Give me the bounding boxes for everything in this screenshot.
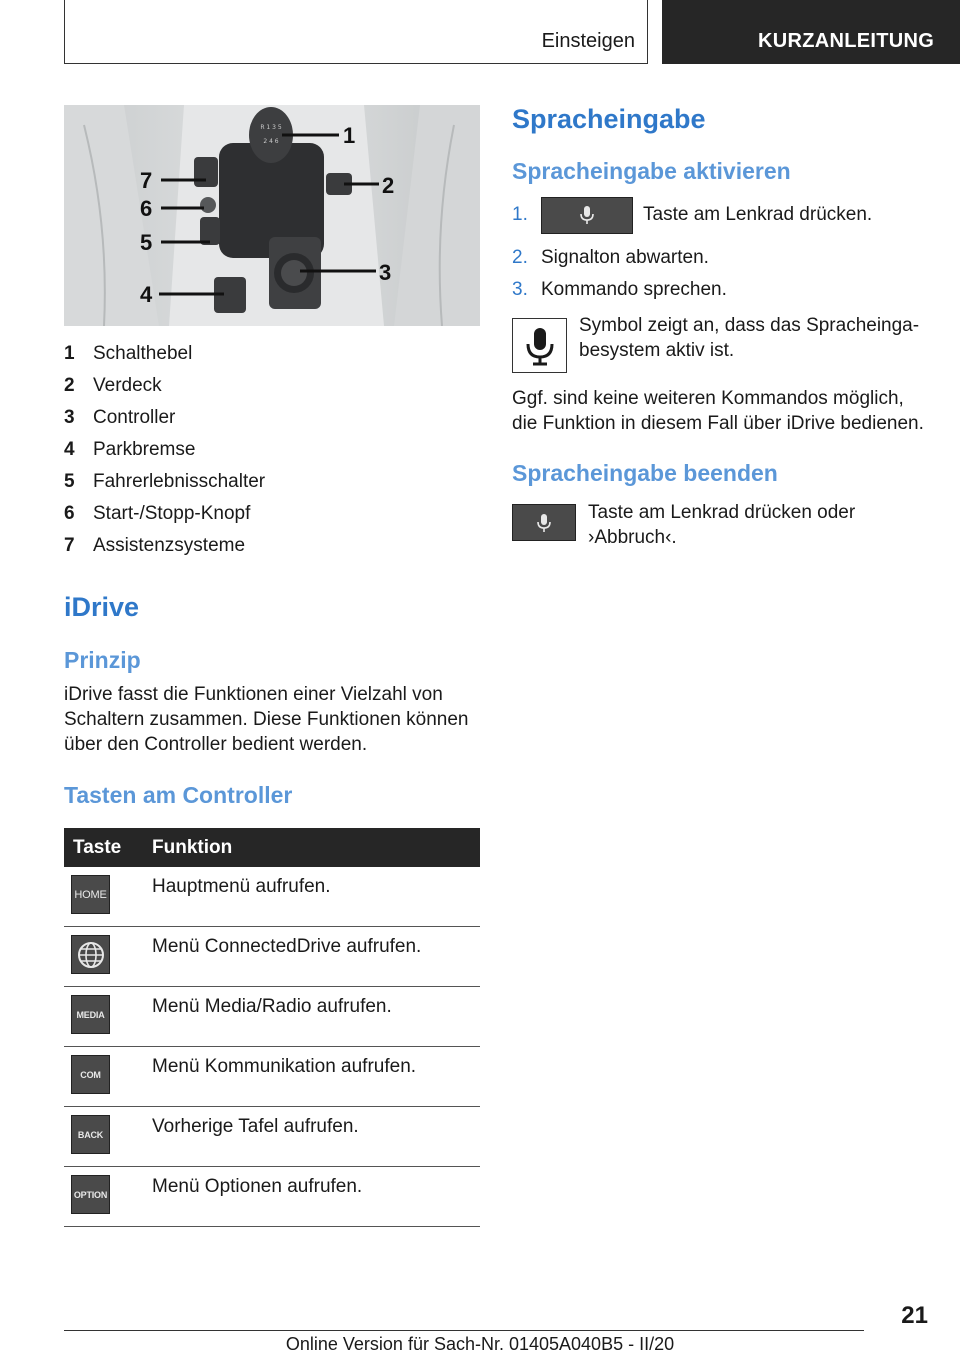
connected-drive-globe-icon — [71, 935, 110, 974]
legend-number: 5 — [64, 471, 75, 492]
legend-item — [64, 402, 480, 434]
header-guide-tab — [662, 0, 960, 64]
principle-line: Schaltern zusammen. Diese Funktionen können — [64, 709, 469, 730]
idrive-heading: iDrive — [64, 592, 140, 622]
steering-wheel-voice-button-icon — [541, 197, 633, 234]
footer-version-text: Online Version für Sach-Nr. 01405A040B5 - II/20 — [285, 1334, 675, 1354]
principle-line: über den Controller bedient werden. — [64, 734, 368, 755]
step-item — [512, 245, 709, 271]
voice-end-line: Taste am Lenkrad drücken oder — [588, 502, 856, 523]
step-number: 3. — [512, 279, 528, 300]
table-row — [64, 1047, 480, 1107]
table-row — [64, 1107, 480, 1167]
step-item — [512, 277, 727, 303]
table-cell-function: Hauptmenü aufrufen. — [152, 876, 331, 897]
back-button-icon: BACK — [71, 1115, 110, 1154]
svg-text:2 4 6: 2 4 6 — [263, 138, 279, 145]
photo-legend — [64, 338, 480, 562]
voice-active-symbol-frame — [512, 318, 567, 373]
table-cell-function: Menü ConnectedDrive aufrufen. — [152, 936, 422, 957]
legend-label: Fahrerlebnisschalter — [93, 471, 266, 492]
legend-item — [64, 498, 480, 530]
media-button-icon: MEDIA — [71, 995, 110, 1034]
table-header-function: Funktion — [152, 836, 233, 858]
step-text: Taste am Lenkrad drücken. — [643, 204, 873, 225]
voice-end-heading: Spracheingabe beenden — [512, 460, 778, 486]
table-cell-function: Menü Optionen aufrufen. — [152, 1176, 363, 1197]
step-text: Kommando sprechen. — [541, 279, 727, 300]
home-button-icon: HOME — [71, 875, 110, 914]
table-row — [64, 867, 480, 927]
step-number: 2. — [512, 247, 528, 268]
center-console-photo — [64, 105, 480, 326]
legend-label: Parkbremse — [93, 439, 196, 460]
callout-6: 6 — [140, 196, 153, 221]
callout-2: 2 — [382, 173, 395, 198]
table-cell-function: Vorherige Tafel aufrufen. — [152, 1116, 359, 1137]
legend-number: 7 — [64, 535, 75, 556]
callout-4: 4 — [140, 282, 153, 307]
legend-number: 6 — [64, 503, 75, 524]
callout-3: 3 — [379, 260, 392, 285]
header-guide-title: KURZANLEITUNG — [758, 30, 935, 52]
table-row — [64, 987, 480, 1047]
callout-7: 7 — [140, 168, 153, 193]
legend-label: Schalthebel — [93, 343, 193, 364]
legend-number: 1 — [64, 343, 75, 364]
callout-5: 5 — [140, 230, 153, 255]
option-button-icon: OPTION — [71, 1175, 110, 1214]
step-item — [512, 195, 872, 235]
voice-end-line: ›Abbruch‹. — [588, 527, 677, 548]
legend-number: 3 — [64, 407, 75, 428]
voice-hint-line: die Funktion in diesem Fall über iDrive bedienen. — [512, 413, 924, 434]
table-row — [64, 927, 480, 987]
voice-symbol-note-line: Symbol zeigt an, dass das Spracheinga- — [579, 315, 920, 336]
legend-label: Start-/Stopp-Knopf — [93, 503, 251, 524]
table-cell-function: Menü Kommunikation aufrufen. — [152, 1056, 417, 1077]
principle-paragraph — [64, 682, 469, 757]
page-number: 21 — [901, 1302, 928, 1329]
header-section-tab — [64, 0, 648, 64]
voice-hint-paragraph — [512, 386, 942, 436]
legend-label: Controller — [93, 407, 176, 428]
legend-label: Verdeck — [93, 375, 162, 396]
legend-label: Assistenzsysteme — [93, 535, 246, 556]
table-header-row — [64, 828, 480, 867]
steering-wheel-voice-button-icon — [512, 504, 576, 541]
legend-number: 4 — [64, 439, 75, 460]
center-console-illustration — [64, 105, 480, 326]
principle-heading: Prinzip — [64, 647, 141, 673]
legend-item — [64, 466, 480, 498]
legend-item — [64, 434, 480, 466]
voice-symbol-note — [579, 313, 939, 363]
principle-line: iDrive fasst die Funktionen einer Vielzahl von — [64, 684, 443, 705]
table-row — [64, 1167, 480, 1227]
voice-activate-heading: Spracheingabe aktivieren — [512, 158, 791, 184]
callout-1: 1 — [343, 123, 356, 148]
step-text: Signalton abwarten. — [541, 247, 709, 268]
voice-end-paragraph — [588, 500, 938, 550]
legend-number: 2 — [64, 375, 75, 396]
legend-item — [64, 530, 480, 562]
legend-item — [64, 338, 480, 370]
table-header-key: Taste — [73, 836, 122, 858]
header-section-title: Einsteigen — [541, 30, 635, 52]
controller-buttons-table — [64, 828, 480, 1227]
step-number: 1. — [512, 204, 528, 225]
voice-symbol-note-line: besystem aktiv ist. — [579, 340, 735, 361]
legend-item — [64, 370, 480, 402]
controller-buttons-heading: Tasten am Controller — [64, 782, 293, 808]
table-cell-function: Menü Media/Radio aufrufen. — [152, 996, 392, 1017]
voice-input-heading: Spracheingabe — [512, 104, 706, 134]
voice-hint-line: Ggf. sind keine weiteren Kommandos möglich, — [512, 388, 904, 409]
footer-divider — [64, 1330, 864, 1331]
com-button-icon: COM — [71, 1055, 110, 1094]
svg-text:R 1 3 5: R 1 3 5 — [260, 124, 282, 131]
microphone-icon — [525, 326, 555, 366]
